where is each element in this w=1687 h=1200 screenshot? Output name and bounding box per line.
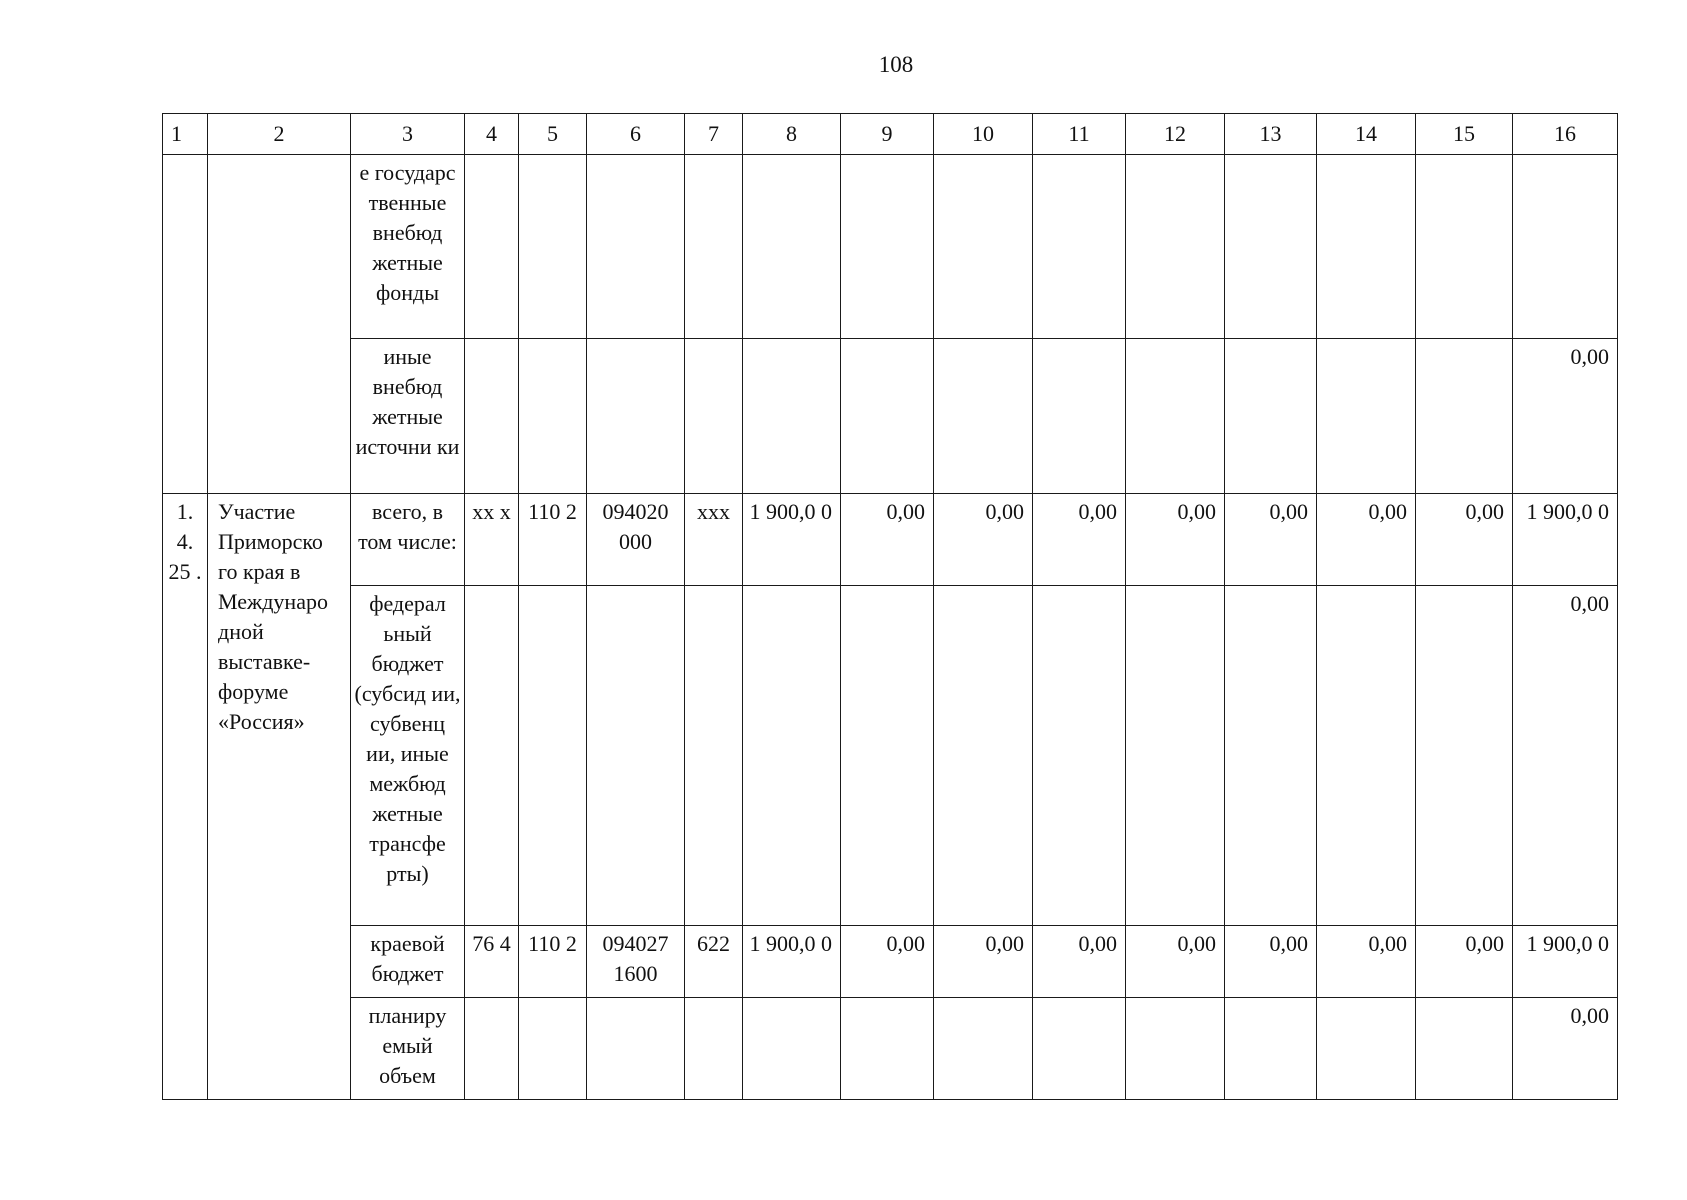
- amount-cell: [1033, 998, 1126, 1100]
- amount-cell: [934, 586, 1033, 926]
- amount-cell: 0,00: [1317, 926, 1416, 998]
- amount-cell: [934, 998, 1033, 1100]
- table-cell: 110 2: [519, 494, 587, 586]
- col-header: 14: [1317, 114, 1416, 155]
- table-cell: 622: [685, 926, 743, 998]
- col-header: 3: [351, 114, 465, 155]
- amount-cell: 0,00: [1225, 926, 1317, 998]
- funding-source-cell: иные внебюд жетные источни ки: [351, 339, 465, 494]
- col-header: 6: [587, 114, 685, 155]
- amount-cell: [841, 998, 934, 1100]
- table-cell: [1033, 339, 1126, 494]
- header-row: [163, 114, 1618, 155]
- table-cell: xx x: [465, 494, 519, 586]
- funding-source-cell: федерал ьный бюджет (субсид ии, субвенц ии, иные межбюд жетные трансфе рты): [351, 586, 465, 926]
- col-header: 1: [163, 114, 208, 155]
- table-cell: [519, 998, 587, 1100]
- table-cell: [685, 339, 743, 494]
- funding-source-cell: всего, в том числе:: [351, 494, 465, 586]
- amount-cell: [841, 586, 934, 926]
- table-row: [163, 926, 1618, 998]
- amount-cell: 0,00: [1126, 494, 1225, 586]
- amount-cell: [1126, 998, 1225, 1100]
- col-header: 5: [519, 114, 587, 155]
- table-cell: [685, 586, 743, 926]
- table-cell: [1126, 155, 1225, 339]
- table-cell: [1225, 339, 1317, 494]
- col-header: 8: [743, 114, 841, 155]
- table-cell: [519, 339, 587, 494]
- col-header: 10: [934, 114, 1033, 155]
- amount-cell: 0,00: [1033, 926, 1126, 998]
- table-cell: [1416, 339, 1513, 494]
- amount-cell: [1317, 586, 1416, 926]
- amount-cell: [743, 998, 841, 1100]
- table-cell: [934, 339, 1033, 494]
- amount-cell: [1317, 998, 1416, 1100]
- table-cell: [587, 998, 685, 1100]
- col-header: 11: [1033, 114, 1126, 155]
- table-cell: [1513, 155, 1618, 339]
- amount-cell: [1416, 998, 1513, 1100]
- table-cell: [587, 586, 685, 926]
- amount-cell: 0,00: [1416, 494, 1513, 586]
- table-cell: [587, 339, 685, 494]
- table-cell: [685, 998, 743, 1100]
- table-row: [163, 494, 1618, 586]
- amount-cell: 0,00: [841, 926, 934, 998]
- funding-source-cell: е государс твенные внебюд жетные фонды: [351, 155, 465, 339]
- amount-cell: 0,00: [841, 494, 934, 586]
- amount-cell: [1033, 586, 1126, 926]
- col-header: 13: [1225, 114, 1317, 155]
- table-cell: [841, 339, 934, 494]
- amount-cell: 0,00: [1317, 494, 1416, 586]
- amount-cell: [743, 586, 841, 926]
- table-cell: [743, 155, 841, 339]
- table-cell: [1416, 155, 1513, 339]
- table-cell: [1033, 155, 1126, 339]
- amount-cell: [1126, 586, 1225, 926]
- table-cell: [465, 155, 519, 339]
- cont-name-cell: [208, 155, 351, 494]
- table-cell: [465, 586, 519, 926]
- budget-table: [162, 113, 1618, 1100]
- table-row: [163, 155, 1618, 339]
- table-row: [163, 339, 1618, 494]
- amount-cell: 0,00: [1513, 586, 1618, 926]
- col-header: 12: [1126, 114, 1225, 155]
- table-cell: [841, 155, 934, 339]
- table-row: [163, 998, 1618, 1100]
- amount-cell: 1 900,0 0: [743, 494, 841, 586]
- table-cell: 110 2: [519, 926, 587, 998]
- table-cell: [743, 339, 841, 494]
- table-cell: [685, 155, 743, 339]
- cont-number-cell: [163, 155, 208, 494]
- table-cell: [1126, 339, 1225, 494]
- item-number-cell: 1. 4. 25 .: [163, 494, 208, 1100]
- table-cell: [465, 339, 519, 494]
- amount-cell: [1225, 586, 1317, 926]
- col-header: 16: [1513, 114, 1618, 155]
- funding-source-cell: краевой бюджет: [351, 926, 465, 998]
- table-cell: 094027 1600: [587, 926, 685, 998]
- col-header: 15: [1416, 114, 1513, 155]
- amount-cell: 0,00: [934, 926, 1033, 998]
- col-header: 7: [685, 114, 743, 155]
- amount-cell: 0,00: [1225, 494, 1317, 586]
- amount-cell: [1416, 586, 1513, 926]
- table-cell: 0,00: [1513, 339, 1618, 494]
- amount-cell: 1 900,0 0: [1513, 926, 1618, 998]
- amount-cell: 1 900,0 0: [1513, 494, 1618, 586]
- amount-cell: [1225, 998, 1317, 1100]
- amount-cell: 1 900,0 0: [743, 926, 841, 998]
- funding-source-cell: планиру емый объем: [351, 998, 465, 1100]
- page-number: 108: [878, 52, 914, 77]
- table-cell: [519, 586, 587, 926]
- table-cell: 094020 000: [587, 494, 685, 586]
- table-cell: [1225, 155, 1317, 339]
- table-cell: [1317, 339, 1416, 494]
- amount-cell: 0,00: [1033, 494, 1126, 586]
- item-name-cell: Участие Приморско го края в Междунаро дной выставке-форуме «Россия»: [208, 494, 351, 1100]
- amount-cell: 0,00: [1513, 998, 1618, 1100]
- amount-cell: 0,00: [1416, 926, 1513, 998]
- col-header: 2: [208, 114, 351, 155]
- col-header: 4: [465, 114, 519, 155]
- amount-cell: 0,00: [934, 494, 1033, 586]
- table-cell: [1317, 155, 1416, 339]
- table-cell: [465, 998, 519, 1100]
- col-header: 9: [841, 114, 934, 155]
- table-cell: [519, 155, 587, 339]
- table-cell: [934, 155, 1033, 339]
- table-cell: 76 4: [465, 926, 519, 998]
- table-cell: xxx: [685, 494, 743, 586]
- table-cell: [587, 155, 685, 339]
- table-row: [163, 586, 1618, 926]
- amount-cell: 0,00: [1126, 926, 1225, 998]
